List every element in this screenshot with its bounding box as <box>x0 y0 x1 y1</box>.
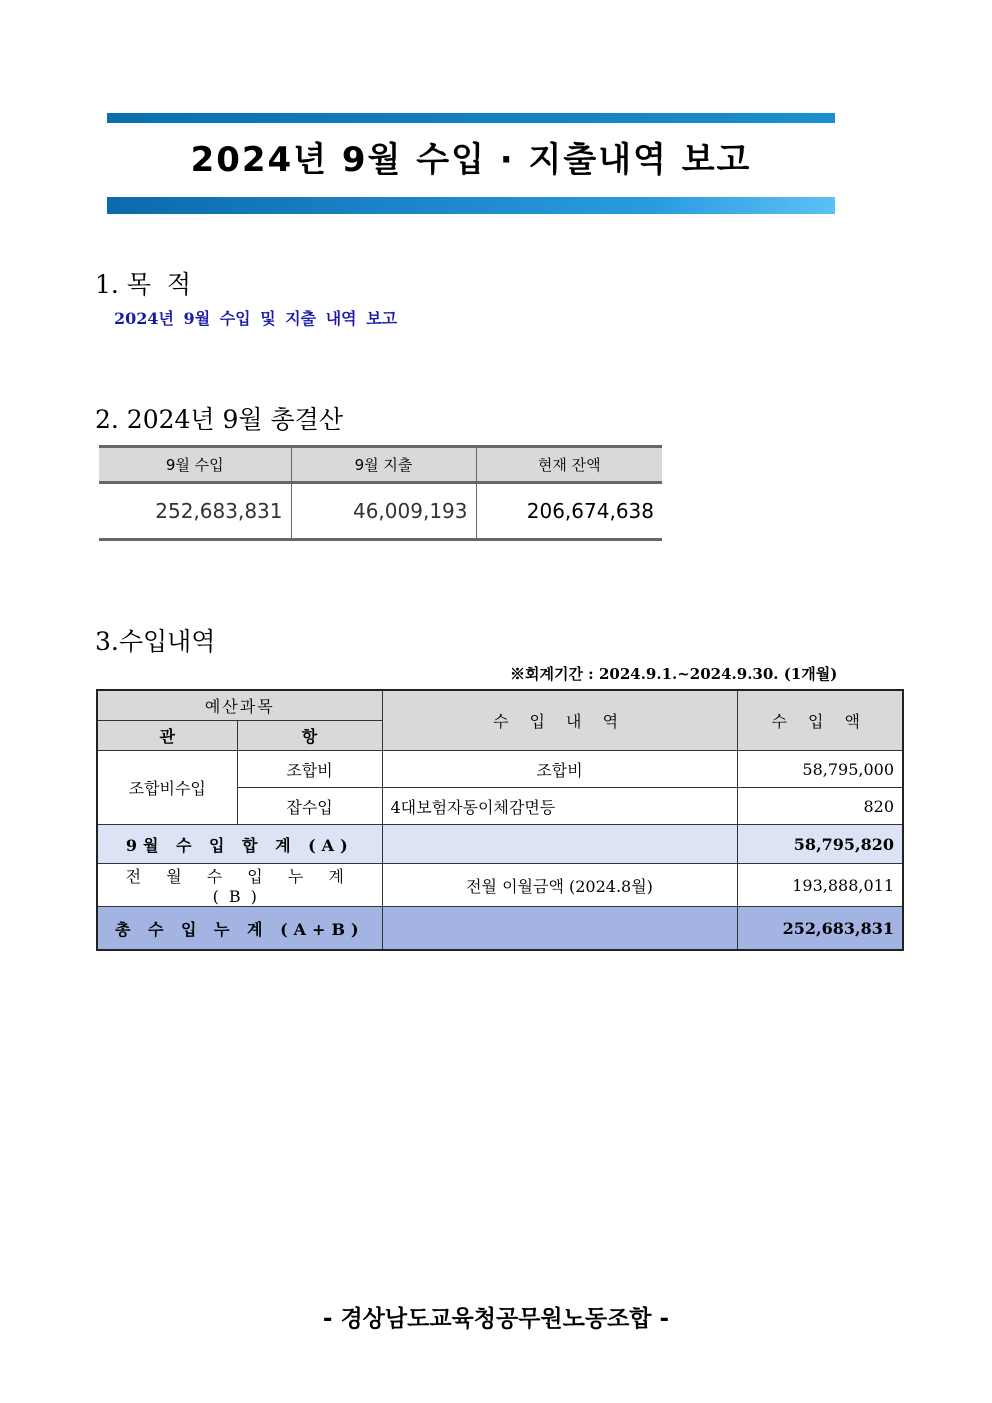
total-row <box>97 907 903 951</box>
summary-header-row <box>99 447 662 483</box>
accounting-period: ※회계기간 : 2024.9.1.~2024.9.30. (1개월) <box>510 665 838 683</box>
header-gwan: 관 <box>97 721 237 751</box>
previous-amount: 193,888,011 <box>737 864 903 907</box>
subtotal-amount: 58,795,820 <box>737 825 903 864</box>
summary-header-income: 9월 수입 <box>99 447 291 483</box>
title-bottom-bar <box>107 197 835 214</box>
hang-cell: 잡수입 <box>237 788 382 825</box>
total-amount: 252,683,831 <box>737 907 903 951</box>
summary-header-expense: 9월 지출 <box>291 447 476 483</box>
detail-cell: 조합비 <box>382 751 737 788</box>
table-row <box>97 751 903 788</box>
previous-row <box>97 864 903 907</box>
summary-income-value: 252,683,831 <box>99 483 291 540</box>
previous-detail: 전월 이월금액 (2024.8월) <box>382 864 737 907</box>
amount-cell: 58,795,000 <box>737 751 903 788</box>
amount-cell: 820 <box>737 788 903 825</box>
header-income-amount: 수 입 액 <box>737 690 903 751</box>
section1-text: 2024년 9월 수입 및 지출 내역 보고 <box>114 309 398 328</box>
total-label: 총 수 입 누 계 (A+B) <box>97 907 382 951</box>
subtotal-label: 9월 수 입 합 계 (A) <box>97 825 382 864</box>
hang-cell: 조합비 <box>237 751 382 788</box>
section2-heading: 2. 2024년 9월 총결산 <box>95 405 343 434</box>
header-hang: 항 <box>237 721 382 751</box>
footer-organization: - 경상남도교육청공무원노동조합 - <box>322 1306 670 1332</box>
subtotal-row <box>97 825 903 864</box>
title-top-bar <box>107 113 835 123</box>
page-title: 2024년 9월 수입 · 지출내역 보고 <box>190 140 752 180</box>
header-budget-category: 예산과목 <box>97 690 382 721</box>
section3-heading: 3.수입내역 <box>95 627 216 656</box>
detail-cell: 4대보험자동이체감면등 <box>382 788 737 825</box>
header-income-detail: 수 입 내 역 <box>382 690 737 751</box>
summary-expense-value: 46,009,193 <box>291 483 476 540</box>
section1-heading: 1. 목 적 <box>95 270 191 299</box>
subtotal-detail <box>382 825 737 864</box>
summary-header-balance: 현재 잔액 <box>476 447 662 483</box>
income-table <box>96 689 904 951</box>
income-header-row-1 <box>97 690 903 721</box>
summary-value-row <box>99 483 662 540</box>
total-detail <box>382 907 737 951</box>
summary-balance-value: 206,674,638 <box>476 483 662 540</box>
summary-table <box>99 445 662 541</box>
previous-label: 전 월 수 입 누 계 (B) <box>97 864 382 907</box>
gwan-cell: 조합비수입 <box>97 751 237 825</box>
